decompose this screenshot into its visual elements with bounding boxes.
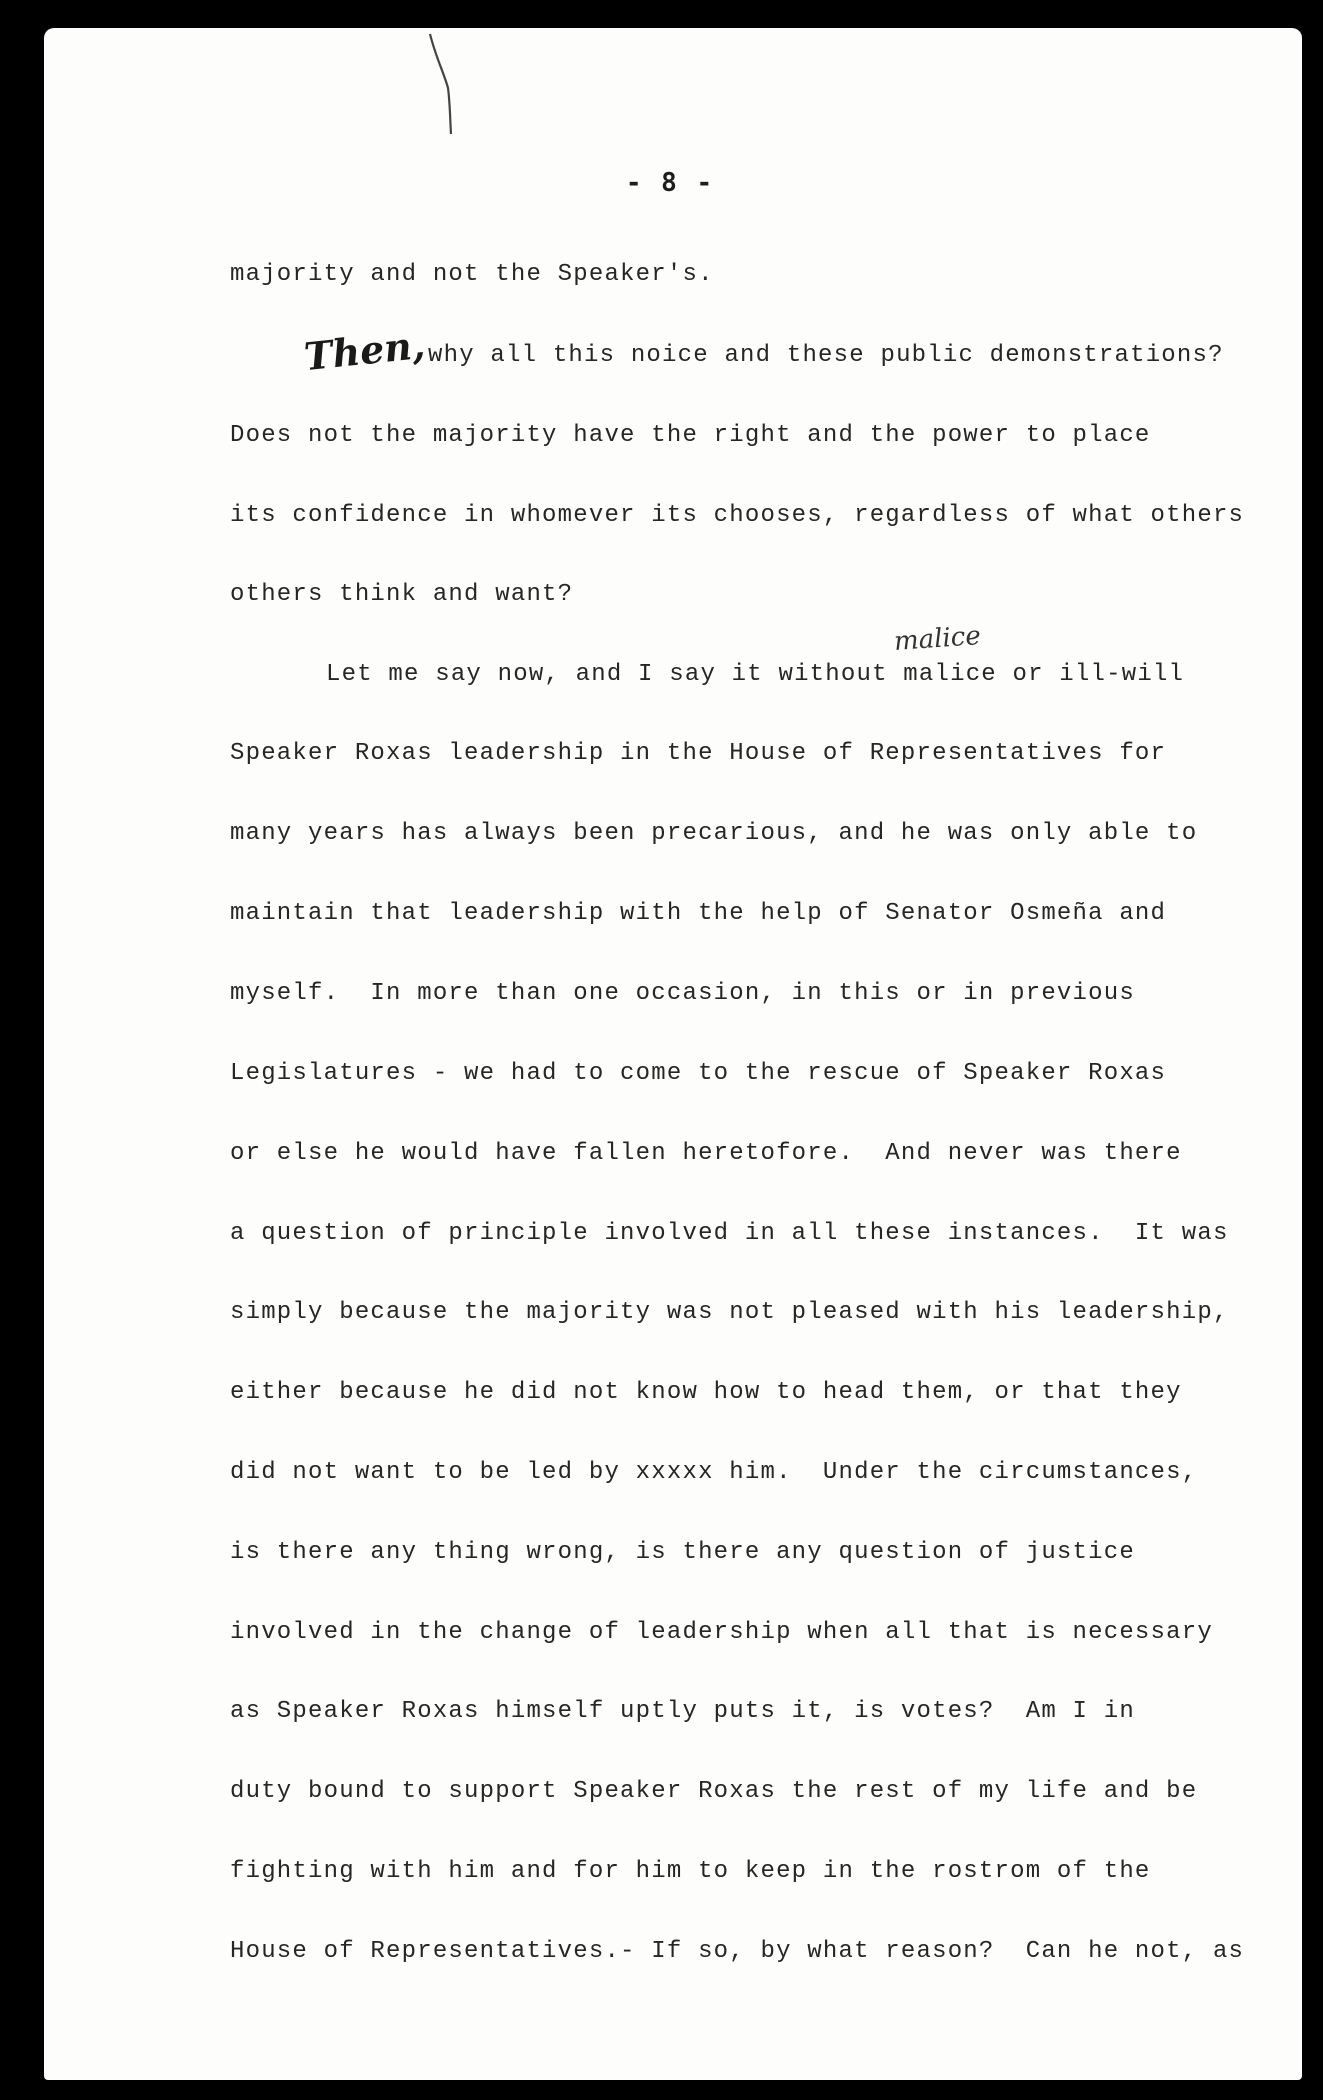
text-line-9: maintain that leadership with the help of Senator Osmeña and <box>230 900 1167 927</box>
text-line-7: Speaker Roxas leadership in the House of Representatives for <box>230 740 1167 767</box>
text-line-6: Let me say now, and I say it without malice or ill-will <box>326 661 1185 688</box>
text-line-11: Legislatures - we had to come to the rescue of Speaker Roxas <box>230 1060 1167 1087</box>
text-line-14: simply because the majority was not pleased with his leadership, <box>230 1299 1229 1326</box>
text-line-12: or else he would have fallen heretofore. And never was there <box>230 1140 1182 1167</box>
text-line-4: its confidence in whomever its chooses, regardless of what others <box>230 502 1245 529</box>
text-line-22: House of Representatives.- If so, by what reason? Can he not, as <box>230 1938 1245 1965</box>
text-line-17: is there any thing wrong, is there any question of justice <box>230 1539 1135 1566</box>
text-line-10: myself. In more than one occasion, in this or in previous <box>230 980 1135 1007</box>
pen-mark <box>426 28 466 138</box>
text-line-2: why all this noice and these public demonstrations? <box>428 342 1224 369</box>
text-line-19: as Speaker Roxas himself uptly puts it, is votes? Am I in <box>230 1698 1135 1725</box>
text-line-3: Does not the majority have the right and the power to place <box>230 422 1151 449</box>
text-line-8: many years has always been precarious, and he was only able to <box>230 820 1198 847</box>
text-line-18: involved in the change of leadership when all that is necessary <box>230 1619 1213 1646</box>
document-page <box>44 28 1302 2080</box>
text-line-5: others think and want? <box>230 581 574 608</box>
text-line-20: duty bound to support Speaker Roxas the rest of my life and be <box>230 1778 1198 1805</box>
text-line-15: either because he did not know how to head them, or that they <box>230 1379 1182 1406</box>
text-line-1: majority and not the Speaker's. <box>230 261 714 288</box>
text-line-16: did not want to be led by xxxxx him. Under the circumstances, <box>230 1459 1198 1486</box>
text-line-13: a question of principle involved in all these instances. It was <box>230 1220 1229 1247</box>
page-number: - 8 - <box>625 168 715 198</box>
handwritten-annotation-malice: malice <box>893 621 982 657</box>
handwritten-annotation-then: Then, <box>301 321 427 380</box>
text-line-21: fighting with him and for him to keep in the rostrom of the <box>230 1858 1151 1885</box>
